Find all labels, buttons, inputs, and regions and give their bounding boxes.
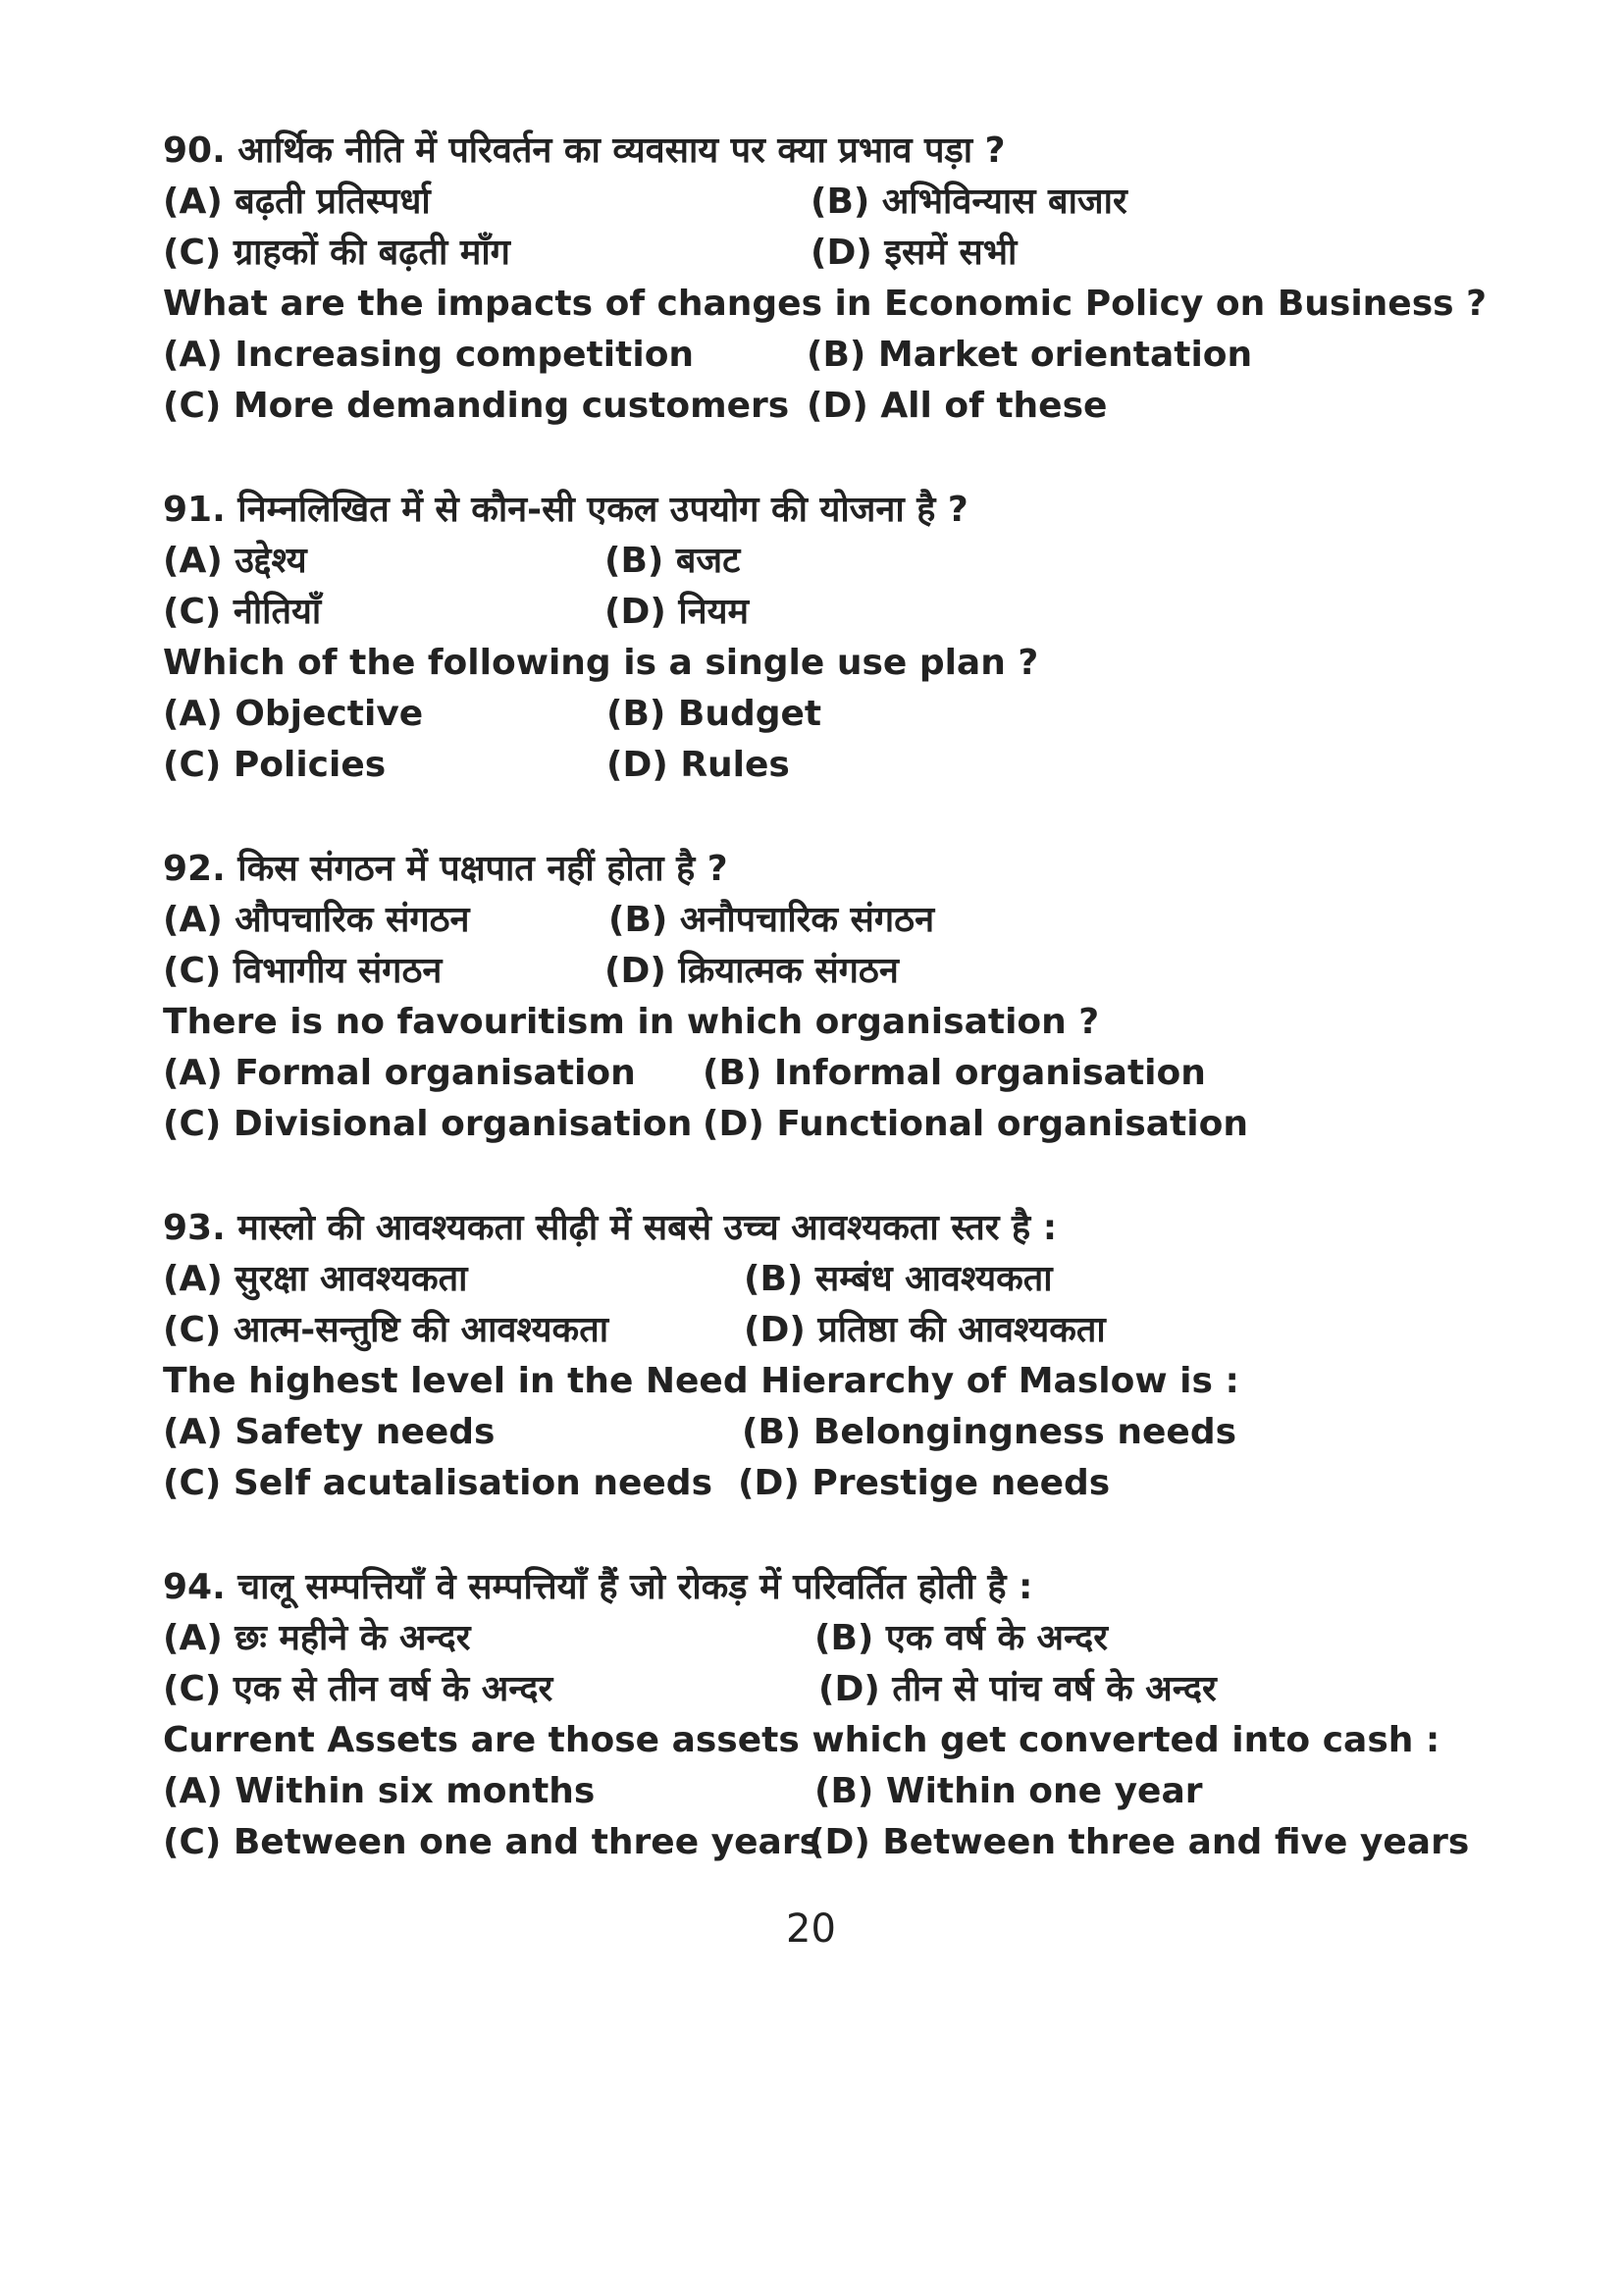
option-d-hindi: (D) इसमें सभी (811, 233, 1018, 273)
option-a-english: (A) Increasing competition (163, 335, 695, 375)
option-c-english: (C) Between one and three years (163, 1822, 821, 1862)
option-row (163, 330, 1468, 381)
option-row (163, 1407, 1468, 1458)
option-row (163, 740, 1468, 791)
option-row (163, 1817, 1468, 1868)
option-b-english: (B) Informal organisation (703, 1053, 1206, 1093)
option-row (163, 1099, 1468, 1150)
question-90 (163, 126, 1487, 432)
option-d-hindi: (D) तीन से पांच वर्ष के अन्दर (818, 1669, 1217, 1709)
option-b-english: (B) Budget (606, 694, 822, 734)
option-a-english: (A) Formal organisation (163, 1053, 636, 1093)
question-hindi: 93. मास्लो की आवश्यकता सीढ़ी में सबसे उच्च आवश्यकता स्तर है : (163, 1208, 1058, 1248)
option-row (163, 587, 1468, 638)
option-a-english: (A) Within six months (163, 1771, 596, 1811)
option-d-hindi: (D) क्रियात्मक संगठन (604, 951, 899, 991)
option-a-hindi: (A) सुरक्षा आवश्यकता (163, 1259, 468, 1299)
page-number: 20 (786, 1906, 836, 1952)
option-b-hindi: (B) बजट (604, 541, 741, 581)
option-a-hindi: (A) औपचारिक संगठन (163, 900, 470, 940)
option-row (163, 1664, 1468, 1715)
option-row (163, 1254, 1468, 1305)
question-93 (163, 1203, 1468, 1509)
option-row (163, 689, 1468, 740)
question-hindi: 91. निम्नलिखित में से कौन-सी एकल उपयोग की योजना है ? (163, 490, 968, 530)
option-d-english: (D) Prestige needs (738, 1463, 1111, 1503)
option-b-english: (B) Market orientation (807, 335, 1253, 375)
option-c-english: (C) Self acutalisation needs (163, 1463, 713, 1503)
option-row (163, 1613, 1468, 1664)
question-english: There is no favouritism in which organisation ? (163, 1002, 1100, 1042)
option-c-english: (C) Policies (163, 745, 387, 785)
option-row (163, 177, 1468, 228)
option-d-hindi: (D) नियम (604, 592, 750, 632)
question-hindi: 90. आर्थिक नीति में परिवर्तन का व्यवसाय पर क्या प्रभाव पड़ा ? (163, 130, 1006, 171)
option-row (163, 1305, 1468, 1356)
option-b-hindi: (B) अभिविन्यास बाजार (811, 182, 1127, 222)
option-row (163, 381, 1468, 432)
option-b-hindi: (B) सम्बंध आवश्यकता (744, 1259, 1053, 1299)
option-c-hindi: (C) ग्राहकों की बढ़ती माँग (163, 233, 510, 273)
option-d-english: (D) All of these (807, 386, 1108, 426)
option-row (163, 536, 1468, 587)
option-b-english: (B) Within one year (814, 1771, 1203, 1811)
question-english: Which of the following is a single use plan ? (163, 643, 1039, 683)
option-d-hindi: (D) प्रतिष्ठा की आवश्यकता (744, 1310, 1106, 1350)
question-english: What are the impacts of changes in Economic Policy on Business ? (163, 284, 1487, 324)
option-a-english: (A) Objective (163, 694, 424, 734)
question-hindi: 92. किस संगठन में पक्षपात नहीं होता है ? (163, 849, 728, 889)
option-d-english: (D) Rules (606, 745, 790, 785)
option-c-hindi: (C) आत्म-सन्तुष्टि की आवश्यकता (163, 1310, 609, 1350)
question-92 (163, 844, 1468, 1150)
option-row (163, 1048, 1468, 1099)
option-row (163, 228, 1468, 279)
question-94 (163, 1562, 1468, 1868)
option-c-hindi: (C) विभागीय संगठन (163, 951, 443, 991)
option-c-hindi: (C) नीतियाँ (163, 592, 322, 632)
option-d-english: (D) Functional organisation (703, 1104, 1248, 1144)
question-english: The highest level in the Need Hierarchy of Maslow is : (163, 1361, 1239, 1401)
option-row (163, 1458, 1468, 1509)
option-c-english: (C) More demanding customers (163, 386, 790, 426)
question-91 (163, 485, 1468, 791)
option-b-hindi: (B) अनौपचारिक संगठन (608, 900, 935, 940)
option-c-hindi: (C) एक से तीन वर्ष के अन्दर (163, 1669, 553, 1709)
option-a-hindi: (A) बढ़ती प्रतिस्पर्धा (163, 182, 431, 222)
option-a-english: (A) Safety needs (163, 1412, 496, 1452)
option-d-english: (D) Between three and five years (809, 1822, 1470, 1862)
option-c-english: (C) Divisional organisation (163, 1104, 693, 1144)
option-a-hindi: (A) उद्देश्य (163, 541, 307, 581)
question-hindi: 94. चालू सम्पत्तियाँ वे सम्पत्तियाँ हैं जो रोकड़ में परिवर्तित होती है : (163, 1567, 1033, 1607)
option-b-english: (B) Belongingness needs (742, 1412, 1237, 1452)
option-b-hindi: (B) एक वर्ष के अन्दर (814, 1618, 1108, 1658)
question-english: Current Assets are those assets which get converted into cash : (163, 1720, 1440, 1760)
option-row (163, 895, 1468, 946)
option-a-hindi: (A) छः महीने के अन्दर (163, 1618, 471, 1658)
option-row (163, 1766, 1468, 1817)
option-row (163, 946, 1468, 997)
